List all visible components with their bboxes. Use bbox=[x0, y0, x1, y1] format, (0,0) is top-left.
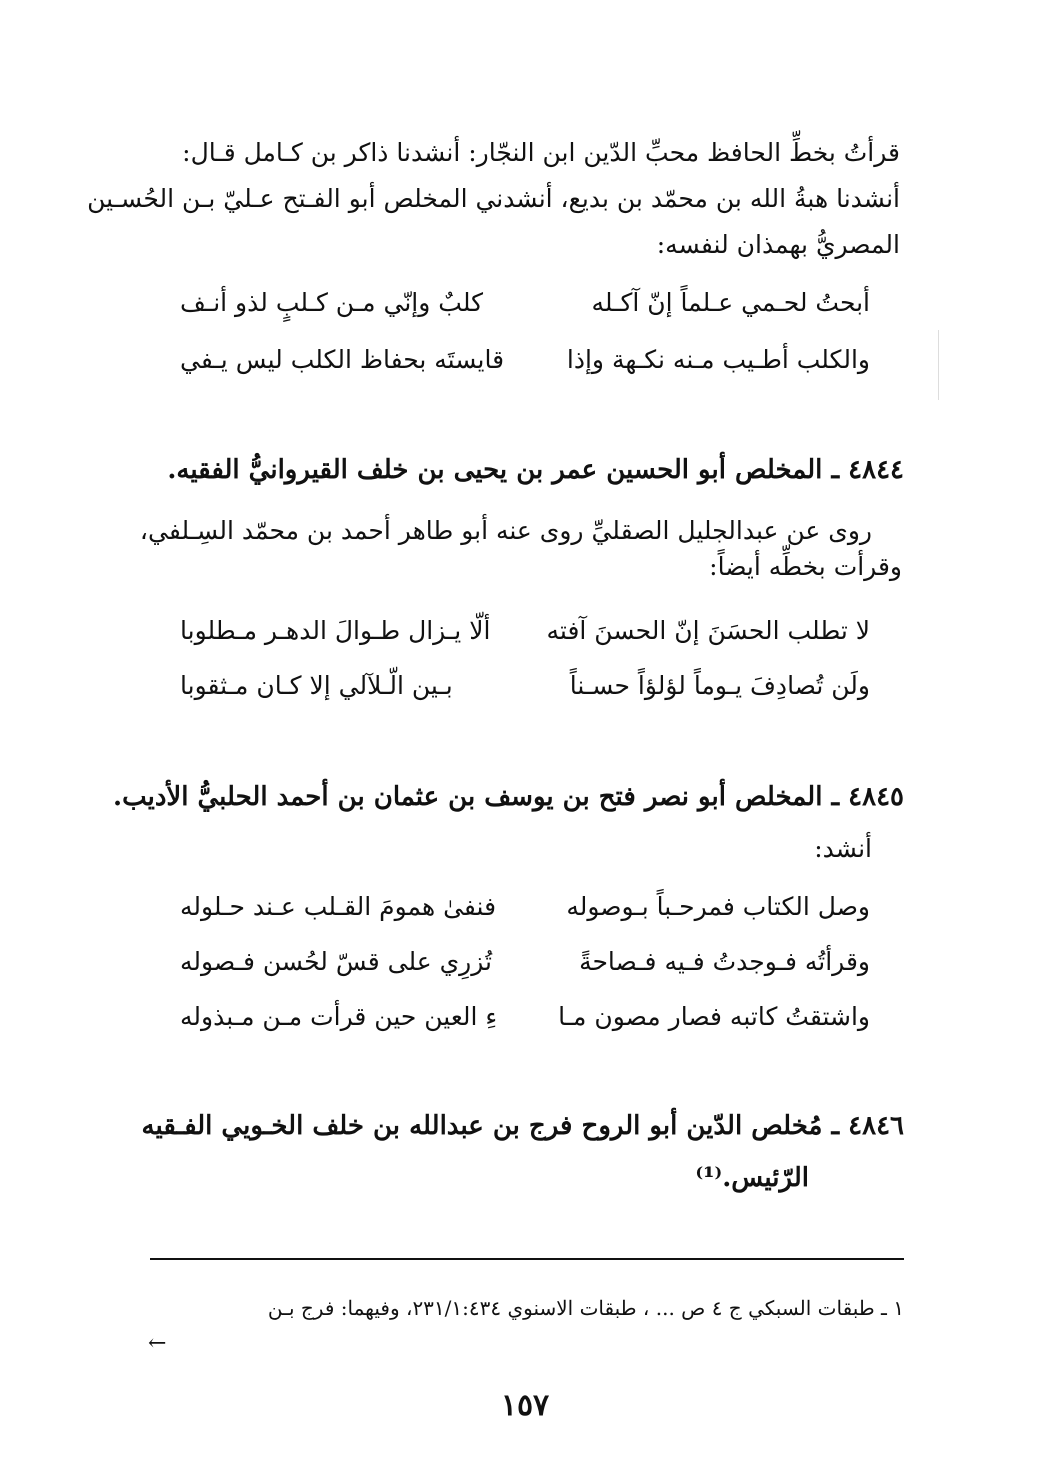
verse-row bbox=[150, 335, 880, 385]
entry-heading-4845 bbox=[113, 771, 904, 823]
footnote: ١ ـ طبقات السبكي ج ٤ ص ... ، طبقات الاسنوي ٢٣١/١:٤٣٤، وفيهما: فرج بـن bbox=[267, 1296, 904, 1320]
verse-first-hemistich: وقرأتُه فـوجدتُ فـيه فـصاحةً bbox=[579, 947, 870, 976]
entry-heading-text: ٤٨٤٤ ـ المخلص أبو الحسين عمر بن يحيى بن خلف القيروانيُّ الفقيه. bbox=[167, 455, 904, 485]
continuation-arrow-icon: ← bbox=[148, 1331, 167, 1356]
verse-row bbox=[150, 882, 880, 932]
verse-row bbox=[150, 278, 880, 328]
verse-first-hemistich: والكلب أطـيب مـنه نكـهة وإذا bbox=[566, 345, 870, 374]
margin-mark bbox=[938, 330, 939, 400]
intro-paragraph bbox=[87, 130, 900, 268]
verse-first-hemistich: أبحتُ لحـمي عـلماً إنّ آكـله bbox=[591, 288, 870, 317]
verse-row bbox=[150, 661, 880, 711]
entry-body-4844 bbox=[140, 508, 902, 590]
verse-first-hemistich: ولَن تُصادِفَ يـوماً لؤلؤاً حسـناً bbox=[569, 671, 870, 700]
entry-heading-4844 bbox=[167, 444, 904, 496]
verse-first-hemistich: وصل الكتاب فمرحـباً بـوصوله bbox=[566, 892, 870, 921]
verse-second-hemistich: تُزرِي على قسّ لحُسن فـصوله bbox=[180, 947, 493, 976]
verse-row bbox=[150, 937, 880, 987]
verse-second-hemistich: قايستَه بحفاظ الكلب ليس يـفي bbox=[180, 345, 505, 374]
footnote-separator bbox=[150, 1258, 904, 1260]
body-line: أنشد: bbox=[814, 834, 872, 863]
body-line: وقرأت بخطِّه أيضاً: bbox=[709, 552, 902, 581]
entry-heading-text: الرّئيس.⁽¹⁾ bbox=[695, 1163, 809, 1193]
verse-second-hemistich: فنفىٰ همومَ القـلب عـند حـلوله bbox=[180, 892, 497, 921]
entry-body-4845 bbox=[814, 826, 872, 872]
verse-row bbox=[150, 992, 880, 1042]
verse-first-hemistich: لا تطلب الحسَنَ إنّ الحسنَ آفته bbox=[546, 616, 870, 645]
verse-second-hemistich: ءِ العين حين قرأت مـن مـبذوله bbox=[180, 1002, 498, 1031]
body-line: روى عن عبدالجليل الصقليِّ روى عنه أبو طاهر أحمد بن محمّد السِـلفي، bbox=[139, 516, 872, 545]
page-number: ١٥٧ bbox=[500, 1388, 550, 1423]
entry-heading-text: ٤٨٤٦ ـ مُخلص الدّين أبو الروح فرج بن عبدالله بن خلف الخـويي الفـقيه bbox=[141, 1111, 904, 1141]
verse-second-hemistich: كلبٌ وإنّي مـن كـلبٍ لذو أنـف bbox=[180, 288, 483, 317]
verse-second-hemistich: ألّا يـزال طـوالَ الدهـر مـطلوبا bbox=[180, 616, 491, 645]
intro-line: المصريُّ بهمذان لنفسه: bbox=[656, 230, 900, 259]
verse-row bbox=[150, 606, 880, 656]
entry-heading-4846 bbox=[142, 1100, 904, 1204]
verse-second-hemistich: بـين الّـلآلي إلا كـان مـثقوبا bbox=[180, 671, 453, 700]
intro-line: أنشدنا هبةُ الله بن محمّد بن بديع، أنشدني المخلص أبو الفـتح عـليّ بـن الحُسـين bbox=[87, 184, 900, 213]
intro-line: قرأتُ بخطِّ الحافظ محبِّ الدّين ابن النجّار: أنشدنا ذاكر بن كـامل قـال: bbox=[182, 138, 900, 167]
entry-heading-text: ٤٨٤٥ ـ المخلص أبو نصر فتح بن يوسف بن عثمان بن أحمد الحلبيُّ الأديب. bbox=[113, 782, 904, 812]
verse-first-hemistich: واشتقتُ كاتبه فصار مصون مـا bbox=[558, 1002, 870, 1031]
